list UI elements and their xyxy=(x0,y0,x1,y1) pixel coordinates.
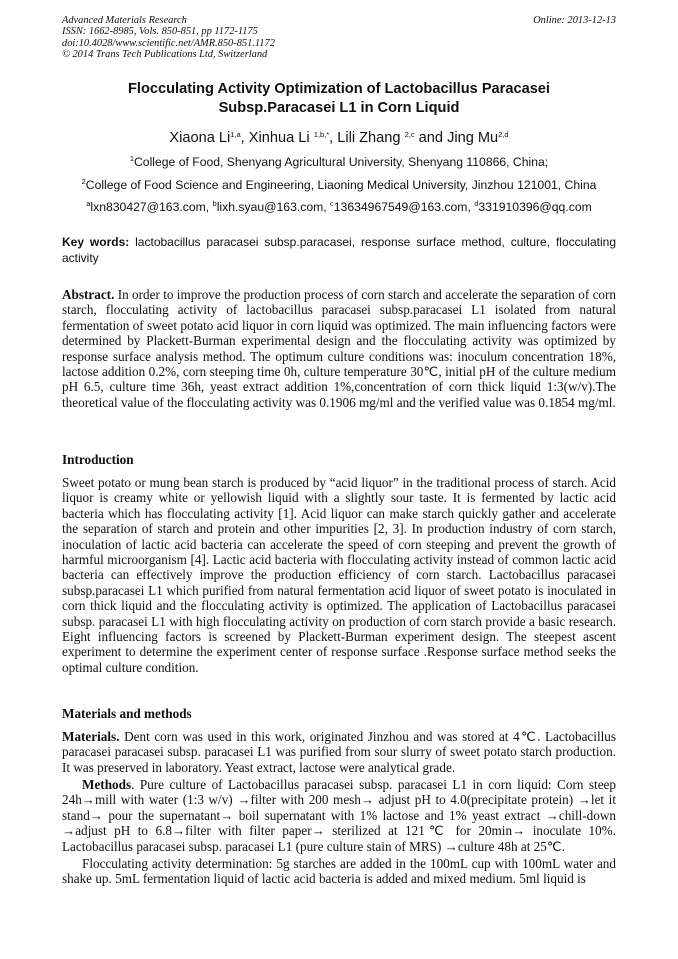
online-date: Online: 2013-12-13 xyxy=(533,15,616,26)
email-sup: b xyxy=(212,199,217,208)
section-heading-methods: Materials and methods xyxy=(62,706,192,721)
author-list xyxy=(62,129,616,147)
email-sup: c xyxy=(330,199,334,208)
methods-label: Methods xyxy=(82,777,132,792)
author-name: Xiaona Li xyxy=(169,130,231,146)
title-line-2: Subsp.Paracasei L1 in Corn Liquid xyxy=(218,100,460,116)
email-address[interactable]: lxn830427@163.com, xyxy=(90,200,213,214)
flocculating-paragraph: Flocculating activity determination: 5g starches are added in the 100mL cup with 100mL water and shake up. 5mL fermentation liquid of lactic acid bacteria is added and mixed medium. 5ml liquid is xyxy=(62,856,616,887)
paper-title xyxy=(62,80,616,118)
author-name: , Xinhua Li xyxy=(240,130,314,146)
introduction-text: Sweet potato or mung bean starch is produced by “acid liquor” in the traditional process of starch. Acid liquor is creamy white or yellowish liquid with a slightly sour taste. It is fermented by lactic acid bacteria which has flocculating activity [1]. Acid liquor can make starch quickly gather and accelerate the separation of starch and protein and other impurities [2, 3]. In production industry of corn starch, inoculation of lactic acid bacteria can accelerate the speed of corn steeping and prevent the growth of harmful microorganism [4]. Lactic acid bacteria with flocculating activity instead of common lactic acid bacteria can effectively improve the production efficiency of corn starch. Lactobacillus paracasei subsp.paracasei L1 which purified from natural fermentation acid liquor of sweet potato is inoculated in corn thick liquid and the flocculating activity is optimized. The application of Lactobacillus paracasei subsp. paracasei L1 with high flocculating activity on production of corn starch provide a basic research. Eight influencing factors is screened by Plackett-Burman experiment design. The steepest ascent experiment to determine the experiment center of response surface .Response surface method seeks the optimal culture condition. xyxy=(62,475,616,675)
doi-line: doi:10.4028/www.scientific.net/AMR.850-851.1172 xyxy=(62,37,275,49)
email-sup: d xyxy=(474,199,479,208)
email-address[interactable]: lixh.syau@163.com, xyxy=(216,200,331,214)
aff-sup: 2 xyxy=(81,177,86,186)
email-sup: a xyxy=(86,199,91,208)
author-sup: 1,b,* xyxy=(313,130,330,139)
materials-label: Materials. xyxy=(62,729,120,744)
author-sup: 2,d xyxy=(498,130,509,139)
abstract-text: In order to improve the production process of corn starch and accelerate the separation of corn starch, flocculating activity of lactobacillus paracasei subsp.paracasei L1 isolated from natural fermentation of sweet potato acid liquor in corn liquid was optimized. The main influencing factors were determined by Plackett-Burman experimental design and the flocculating activity was optimized by response surface analysis method. The optimum culture conditions was: inoculum concentration 18%, lactose addition 0.2%, corn steeping time 0h, culture temperature 30℃, initial pH of the culture medium pH 6.5, culture time 36h, yeast extract addition 1%,concentration of corn thick liquid 1:3(w/v).The theoretical value of the flocculating activity was 0.1906 mg/ml and the verified value was 0.1854 mg/ml. xyxy=(62,287,616,410)
materials-text: Dent corn was used in this work, originated Jinzhou and was stored at 4℃. Lactobacillus paracasei paracasei subsp. paracasei L1 was purified from sour slurry of sweet potato starch production. It was preserved in laboratory. Yeast extract, lactose were analytical grade. xyxy=(62,729,616,775)
affiliation-2 xyxy=(40,178,638,193)
journal-name: Advanced Materials Research xyxy=(62,15,187,26)
aff-text: College of Food, Shenyang Agricultural University, Shenyang 110866, China; xyxy=(133,155,549,169)
journal-header xyxy=(62,15,616,61)
keywords-text: lactobacillus paracasei subsp.paracasei, response surface method, culture, flocculating activity xyxy=(62,235,616,265)
author-name: , Lili Zhang xyxy=(329,130,405,146)
copyright-line: © 2014 Trans Tech Publications Ltd, Switzerland xyxy=(62,49,268,61)
abstract xyxy=(62,287,616,410)
aff-sup: 1 xyxy=(129,154,134,163)
email-line xyxy=(40,200,638,215)
methods-text: . Pure culture of Lactobacillus paracasei subsp. paracasei L1 in corn liquid: Corn steep 24h→mill with water (1:3 w/v) →filter with 200 mesh→ adjust pH to 4.0(precipitate protein) →let it stand→ pour the supernatant→ boil supernatant with 1% lactose and 1% yeast extract →chill-down →adjust pH to 6.8→filter with filter paper→ sterilized at 121℃ for 20min→ inoculate 10%. Lactobacillus paracasei subsp. paracasei L1 (pure culture stain of MRS) →culture 48h at 25℃. xyxy=(62,777,616,854)
issn-line: ISSN: 1662-8985, Vols. 850-851, pp 1172-1175 xyxy=(62,26,258,38)
materials-paragraph xyxy=(62,729,616,775)
title-line-1: Flocculating Activity Optimization of Lactobacillus Paracasei xyxy=(128,81,550,97)
keywords xyxy=(62,235,616,266)
author-sup: 1,a xyxy=(230,130,241,139)
author-name: and Jing Mu xyxy=(414,130,499,146)
methods-paragraph xyxy=(62,777,616,854)
aff-text: College of Food Science and Engineering, Liaoning Medical University, Jinzhou 121001, China xyxy=(85,178,597,192)
email-address[interactable]: 331910396@qq.com xyxy=(478,200,592,214)
affiliation-1 xyxy=(40,155,638,170)
author-sup: 2,c xyxy=(404,130,415,139)
email-address[interactable]: 13634967549@163.com, xyxy=(333,200,475,214)
abstract-label: Abstract. xyxy=(62,287,115,302)
keywords-label: Key words: xyxy=(62,235,130,249)
section-heading-introduction: Introduction xyxy=(62,452,134,467)
